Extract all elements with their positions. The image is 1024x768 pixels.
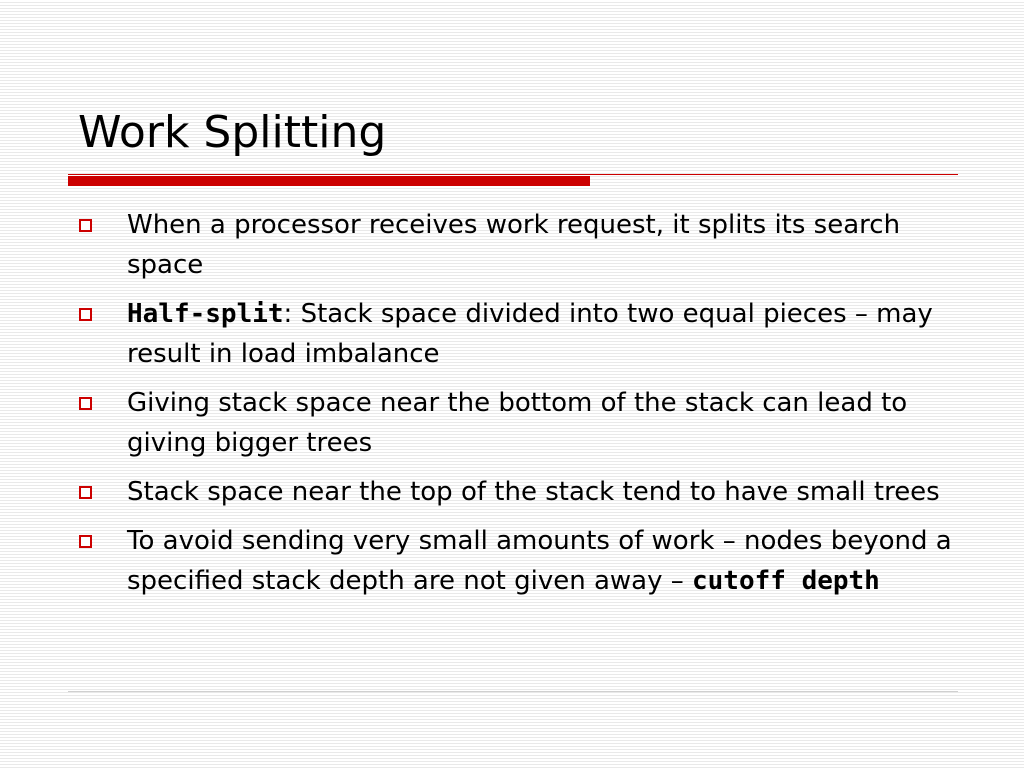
bullet-text: To avoid sending very small amounts of work – nodes beyond a specified stack depth are not given away – [127, 526, 952, 596]
bullet-list [78, 205, 958, 610]
bullet-text: Giving stack space near the bottom of the stack can lead to giving bigger trees [127, 388, 908, 458]
hollow-square-bullet-icon [79, 486, 92, 499]
hollow-square-bullet-icon [79, 219, 92, 232]
bullet-text: Stack space near the top of the stack tend to have small trees [127, 477, 940, 507]
hollow-square-bullet-icon [79, 535, 92, 548]
bottom-divider-line [68, 691, 958, 692]
bullet-item [78, 205, 958, 285]
bullet-item [78, 472, 958, 512]
bullet-text: Stack space divided into two equal pieces – may result in load imbalance [127, 299, 933, 369]
bullet-item [78, 383, 958, 463]
bullet-term: Half-split [127, 299, 284, 329]
bullet-separator: : [283, 299, 301, 329]
slide-title: Work Splitting [78, 107, 387, 158]
hollow-square-bullet-icon [79, 308, 92, 321]
bullet-item [78, 294, 958, 374]
hollow-square-bullet-icon [79, 397, 92, 410]
bullet-term: cutoff depth [692, 566, 880, 596]
bullet-text: When a processor receives work request, it splits its search space [127, 210, 901, 280]
title-accent-bar [68, 176, 590, 186]
bullet-item [78, 521, 958, 601]
title-divider-line [68, 174, 958, 175]
